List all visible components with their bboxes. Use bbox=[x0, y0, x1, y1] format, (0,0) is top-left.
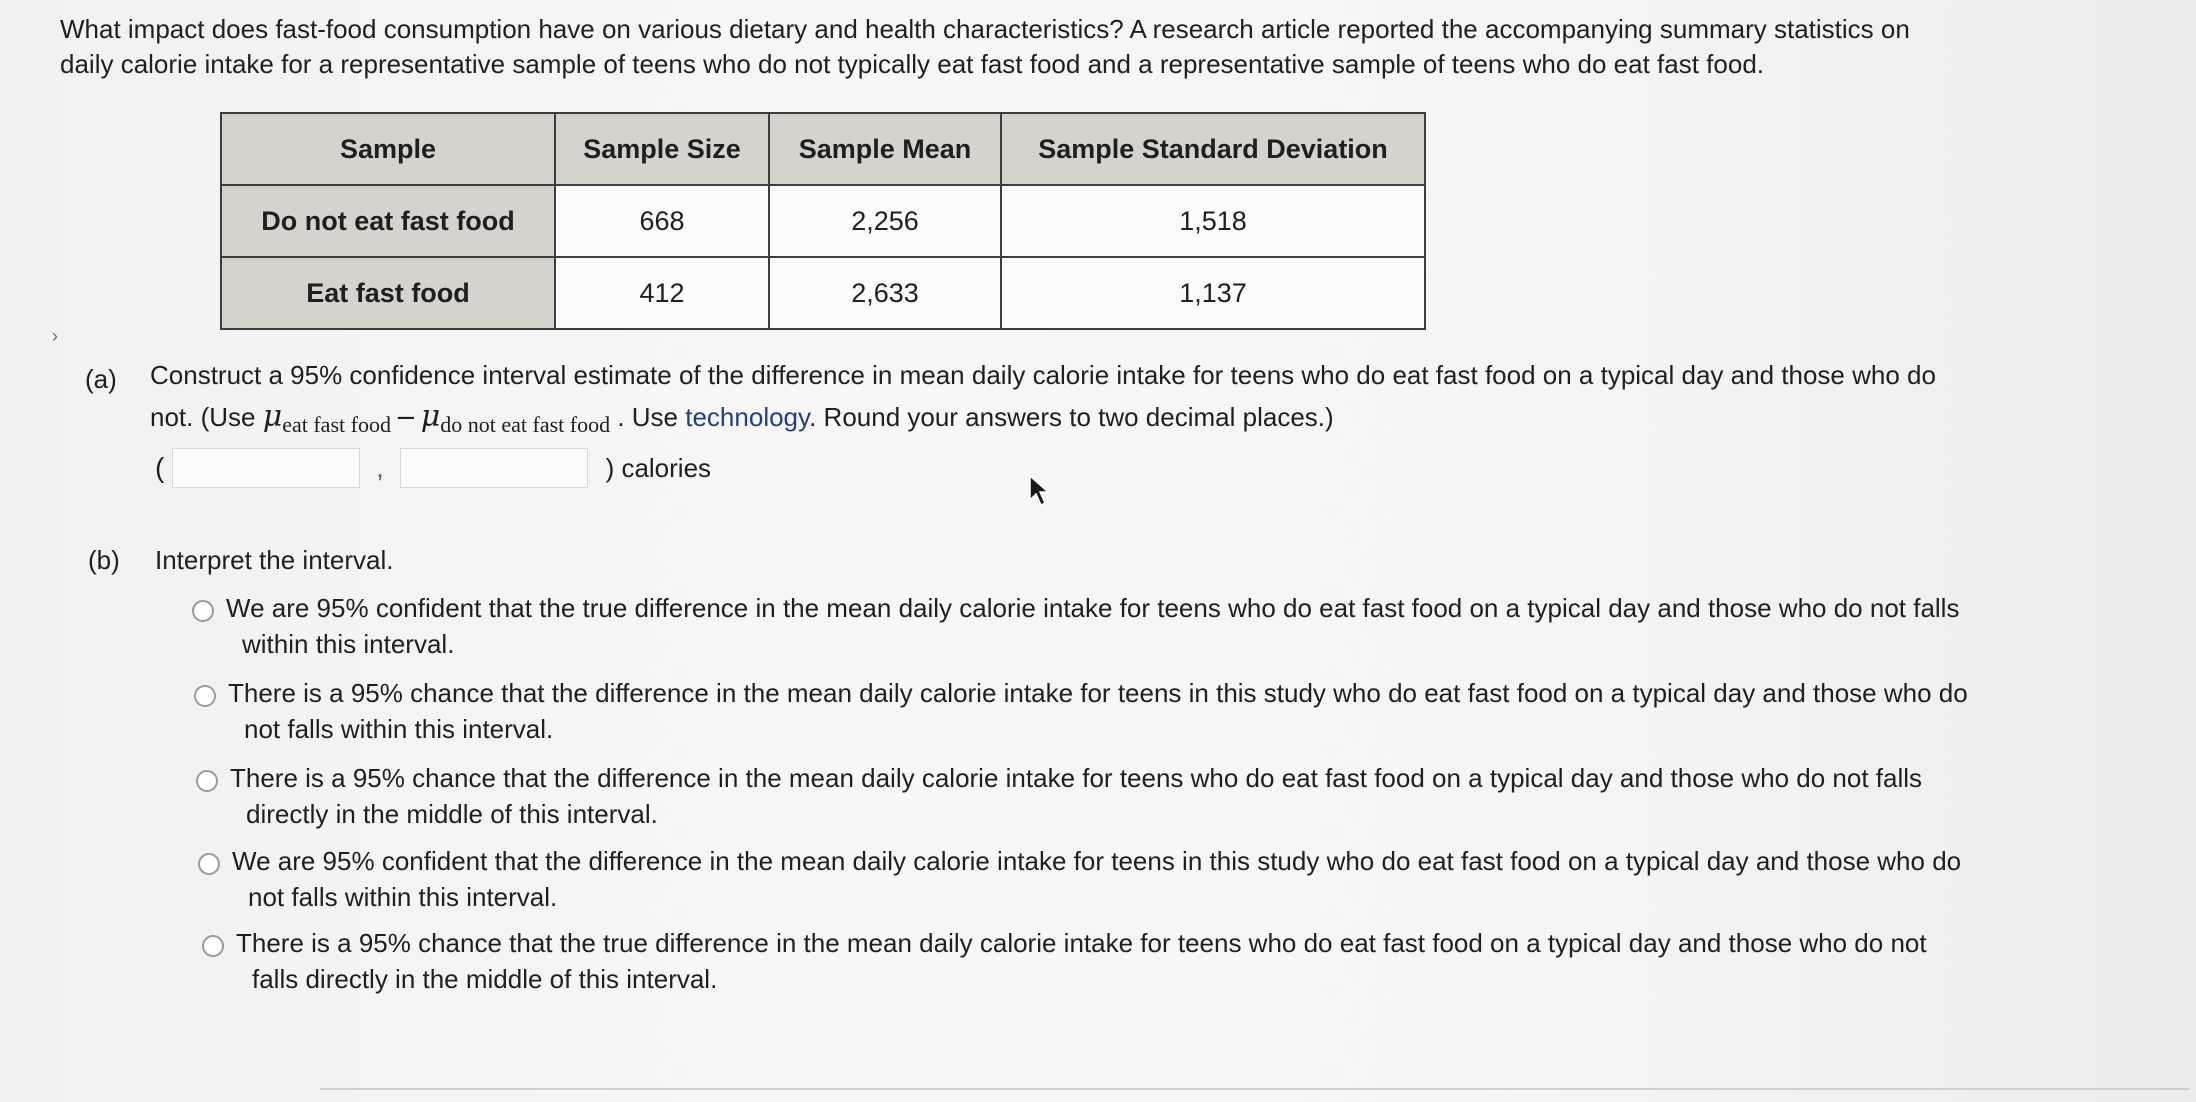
radio-button[interactable] bbox=[202, 935, 224, 957]
row-sample-mean: 2,633 bbox=[769, 257, 1001, 329]
lower-bound-input[interactable] bbox=[172, 448, 360, 488]
row-sample-name: Do not eat fast food bbox=[221, 185, 555, 257]
choice-4-line-1: We are 95% confident that the difference in the mean daily calorie intake for teens in this study who do eat fast food on a typical day and those who do bbox=[232, 846, 1962, 876]
header-sample-mean: Sample Mean bbox=[769, 113, 1001, 185]
row-sample-sd: 1,518 bbox=[1001, 185, 1425, 257]
row-sample-name: Eat fast food bbox=[221, 257, 555, 329]
choice-1-line-2: within this interval. bbox=[242, 629, 455, 659]
stray-mark: › bbox=[52, 326, 58, 346]
open-paren: ( bbox=[155, 452, 165, 483]
part-a-line-2-end: . Round your answers to two decimal places.) bbox=[809, 402, 1334, 432]
choice-2-line-1: There is a 95% chance that the difference in the mean daily calorie intake for teens in this study who do eat fast food on a typical day and those who do bbox=[228, 678, 1968, 708]
choice-option-1[interactable] bbox=[192, 590, 2192, 662]
choice-3-line-2: directly in the middle of this interval. bbox=[246, 799, 658, 829]
header-sample-sd: Sample Standard Deviation bbox=[1001, 113, 1425, 185]
interval-answer-row bbox=[155, 446, 711, 490]
choice-1-line-1: We are 95% confident that the true difference in the mean daily calorie intake for teens who do eat fast food on a typical day and those who do not falls bbox=[226, 593, 1960, 623]
row-sample-size: 668 bbox=[555, 185, 769, 257]
minus-sign: − bbox=[394, 403, 417, 433]
section-divider bbox=[320, 1088, 2190, 1090]
header-sample-size: Sample Size bbox=[555, 113, 769, 185]
radio-button[interactable] bbox=[198, 853, 220, 875]
table-row bbox=[221, 257, 1425, 329]
part-a-line-2-start: not. (Use bbox=[150, 402, 263, 432]
choice-option-2[interactable] bbox=[194, 675, 2194, 747]
upper-bound-input[interactable] bbox=[400, 448, 588, 488]
mu-symbol: μ bbox=[420, 399, 441, 434]
calories-unit: ) calories bbox=[605, 452, 712, 483]
intro-line-2: daily calorie intake for a representative sample of teens who do not typically eat fast food and a representative sample of teens who do eat fast food. bbox=[60, 49, 1765, 79]
subscript-do-not-eat-fast-food: do not eat fast food bbox=[440, 412, 611, 437]
row-sample-size: 412 bbox=[555, 257, 769, 329]
choice-option-3[interactable] bbox=[196, 760, 2196, 832]
part-a-line-1: Construct a 95% confidence interval estimate of the difference in mean daily calorie intake for teens who do eat fast food on a typical day and those who do bbox=[150, 360, 1936, 390]
radio-button[interactable] bbox=[196, 770, 218, 792]
table-header-row bbox=[221, 113, 1425, 185]
problem-intro bbox=[60, 12, 2160, 82]
radio-button[interactable] bbox=[194, 685, 216, 707]
part-a-question bbox=[150, 354, 1936, 446]
part-b-prompt: Interpret the interval. bbox=[155, 545, 394, 575]
summary-statistics-table bbox=[220, 112, 1426, 330]
choice-2-line-2: not falls within this interval. bbox=[244, 714, 554, 744]
radio-button[interactable] bbox=[192, 600, 214, 622]
part-a-label: (a) bbox=[85, 364, 117, 394]
mouse-pointer-icon bbox=[1028, 474, 1050, 508]
choice-option-5[interactable] bbox=[202, 925, 2196, 997]
choice-option-4[interactable] bbox=[198, 843, 2196, 915]
choice-3-line-1: There is a 95% chance that the difference in the mean daily calorie intake for teens who do eat fast food on a typical day and those who do not falls bbox=[230, 763, 1923, 793]
row-sample-mean: 2,256 bbox=[769, 185, 1001, 257]
subscript-eat-fast-food: eat fast food bbox=[282, 412, 391, 437]
mu-symbol: μ bbox=[262, 399, 283, 434]
comma-separator: , bbox=[376, 452, 384, 483]
intro-line-1: What impact does fast-food consumption have on various dietary and health characteristics? A research article reported the accompanying summary statistics on bbox=[60, 14, 1910, 44]
choice-4-line-2: not falls within this interval. bbox=[248, 882, 558, 912]
choice-5-line-1: There is a 95% chance that the true difference in the mean daily calorie intake for teens who do eat fast food on a typical day and those who do not bbox=[236, 928, 1927, 958]
part-b-label: (b) bbox=[88, 545, 120, 575]
part-a-line-2-mid: . Use bbox=[610, 402, 686, 432]
technology-link[interactable]: technology bbox=[685, 402, 810, 432]
header-sample: Sample bbox=[221, 113, 555, 185]
table-row bbox=[221, 185, 1425, 257]
choice-5-line-2: falls directly in the middle of this interval. bbox=[252, 964, 718, 994]
row-sample-sd: 1,137 bbox=[1001, 257, 1425, 329]
